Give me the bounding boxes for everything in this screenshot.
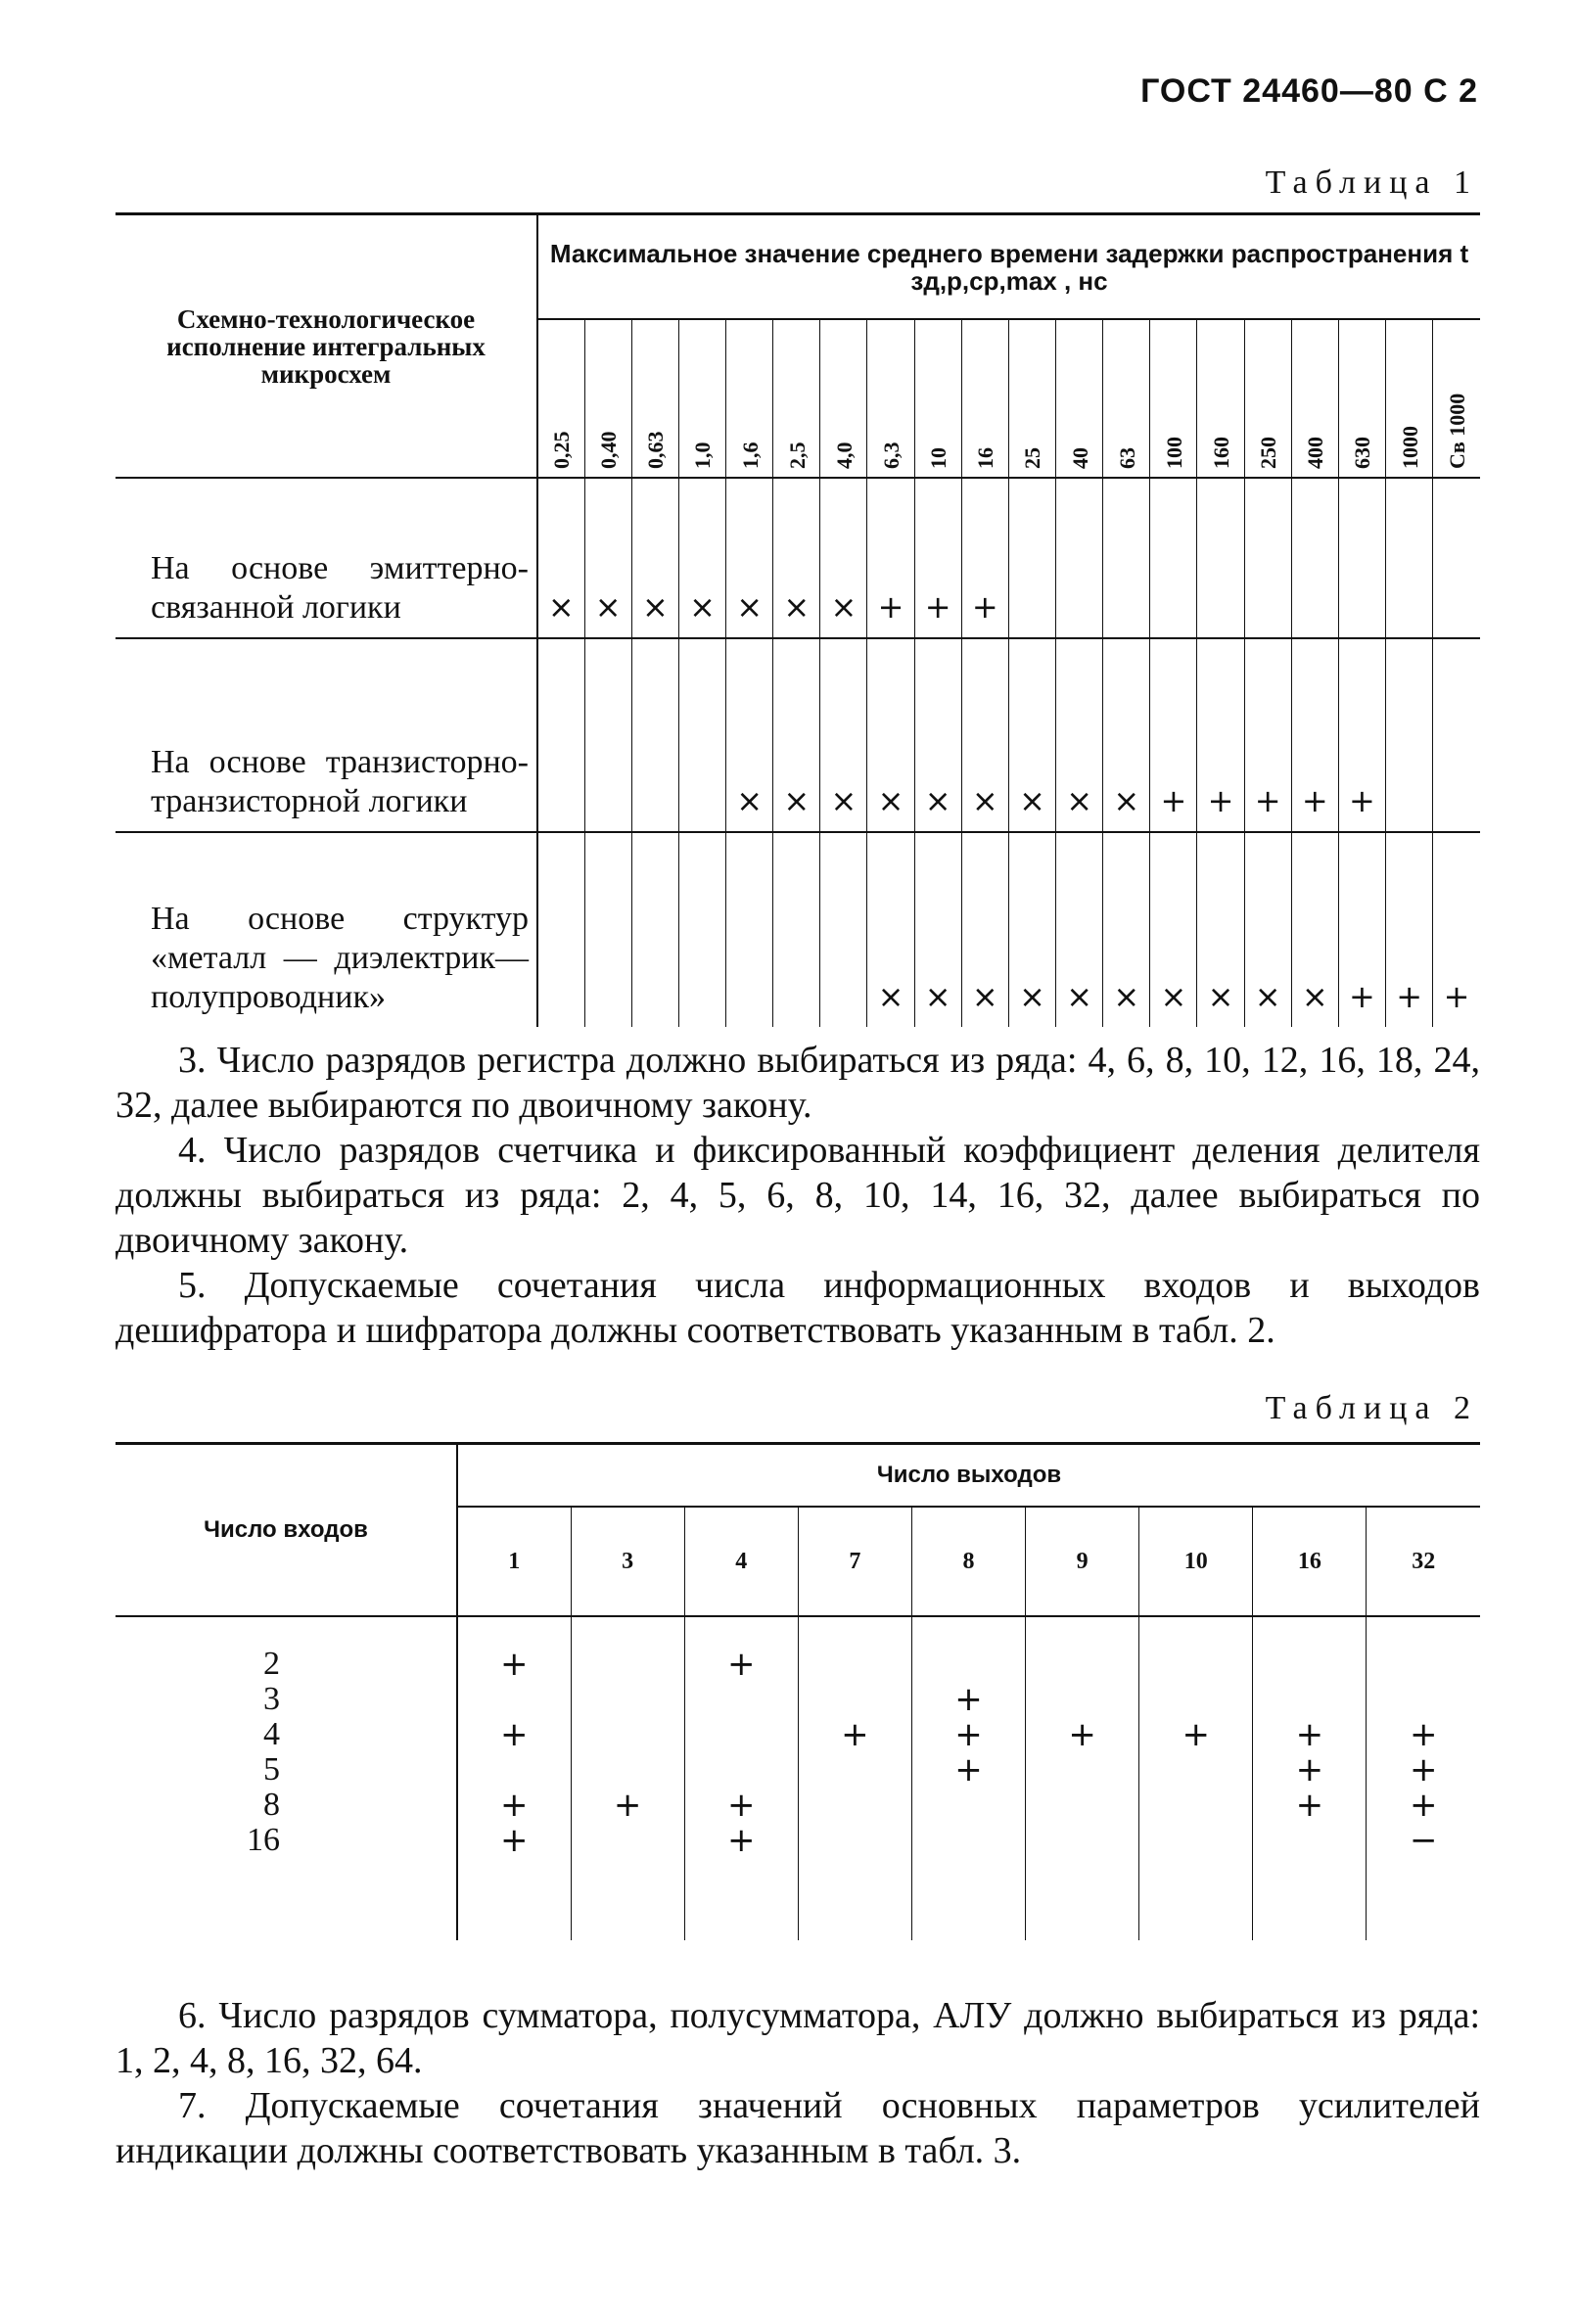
table2-cell: + [1295, 1750, 1324, 1789]
table2-output-column [911, 1616, 1025, 1940]
table1-row [116, 832, 1480, 1027]
table2-column-header: 16 [1253, 1507, 1367, 1616]
table2-cell [1367, 1647, 1480, 1682]
table2-cell [572, 1752, 684, 1788]
table1-cell: + [914, 478, 961, 638]
table2-cell: − [1409, 1821, 1438, 1860]
table2-input-value: 16 [247, 1822, 280, 1858]
table1-caption: Таблица 1 [1265, 164, 1478, 201]
table2-cell [1026, 1682, 1138, 1717]
table1-column-header: 0,63 [631, 319, 678, 478]
table1-cell [584, 638, 631, 832]
table2-output-column [798, 1616, 911, 1940]
table1-cell: + [1150, 638, 1197, 832]
table2-cell [572, 1717, 684, 1752]
table1-row-label: На основе эмиттерно-связанной логики [116, 478, 537, 638]
table1-cell [1291, 478, 1338, 638]
table1-cell [1433, 638, 1480, 832]
table2-cell [685, 1717, 798, 1752]
table2-cell: + [954, 1715, 983, 1754]
table1-cell [773, 832, 820, 1027]
paragraph-5: 5. Допускаемые сочетания числа информационных входов и выходов дешифратора и шифратора должны соответствовать указанным в табл. 2. [116, 1265, 1480, 1351]
table1-column-header: 63 [1103, 319, 1150, 478]
table2-column-header: 3 [571, 1507, 684, 1616]
table2-cell: + [727, 1786, 756, 1825]
table1-column-header: 400 [1291, 319, 1338, 478]
table1-row-label: На основе структур «металл — диэлектрик— полупроводник» [116, 832, 537, 1027]
table1-cell: + [1386, 832, 1433, 1027]
table1-column-header: 16 [961, 319, 1008, 478]
table1-cell [1103, 478, 1150, 638]
table1-cell: + [1197, 638, 1244, 832]
table1-cell [1008, 478, 1055, 638]
table1-cell: × [1103, 832, 1150, 1027]
table2-cell [1253, 1682, 1366, 1717]
table1-column-header: 1000 [1386, 319, 1433, 478]
table2-cell: + [500, 1715, 529, 1754]
table1-cell [584, 832, 631, 1027]
table2-cell [1367, 1682, 1480, 1717]
table2-input-value: 4 [263, 1716, 280, 1752]
table2-caption: Таблица 2 [1265, 1390, 1478, 1426]
table1-cell: × [867, 638, 914, 832]
table1-cell: + [867, 478, 914, 638]
table1-cell: × [631, 478, 678, 638]
table2-cell [1026, 1788, 1138, 1823]
table1-cell: × [726, 478, 773, 638]
table2-column-header: 7 [798, 1507, 911, 1616]
table2-cell [799, 1682, 911, 1717]
table2-column-header: 8 [911, 1507, 1025, 1616]
table2-cell [799, 1647, 911, 1682]
table2-cell: + [500, 1821, 529, 1860]
table1-column-header: Св 1000 [1433, 319, 1480, 478]
table1-column-header: 1,0 [678, 319, 725, 478]
table1-row-header: Схемно-технологическое исполнение интегральных микросхем [116, 214, 537, 479]
table1-cell: × [773, 478, 820, 638]
table1-cell: × [914, 638, 961, 832]
paragraph-3: 3. Число разрядов регистра должно выбираться из ряда: 4, 6, 8, 10, 12, 16, 18, 24, 32, далее выбираются по двоичному закону. [116, 1040, 1480, 1126]
table1 [116, 212, 1480, 1027]
table2-output-column [684, 1616, 798, 1940]
table2-cell [799, 1823, 911, 1858]
table2-cell: + [727, 1645, 756, 1684]
table1-cell: × [961, 832, 1008, 1027]
table2-output-column [457, 1616, 571, 1940]
table1-cell: × [773, 638, 820, 832]
table1-cell [678, 832, 725, 1027]
paragraph-4: 4. Число разрядов счетчика и фиксированный коэффициент деления делителя должны выбираться из ряда: 2, 4, 5, 6, 8, 10, 14, 16, 32, далее выбираться по двоичному закону. [116, 1130, 1480, 1261]
table2-cell [1253, 1647, 1366, 1682]
table2-cell [1026, 1752, 1138, 1788]
table1-column-header: 6,3 [867, 319, 914, 478]
table2-inputs-column [116, 1616, 457, 1940]
table1-column-header: 630 [1338, 319, 1385, 478]
table2-cell [912, 1788, 1025, 1823]
table1-column-header: 100 [1150, 319, 1197, 478]
table2-output-column [571, 1616, 684, 1940]
table2-cell [799, 1752, 911, 1788]
table2-column-header: 32 [1367, 1507, 1480, 1616]
table2-input-value: 3 [263, 1681, 280, 1717]
table1-cell: + [1338, 638, 1385, 832]
table2-cell: + [1295, 1786, 1324, 1825]
table1-group-header: Максимальное значение среднего времени задержки распространения t зд,р,ср,max , нс [537, 214, 1480, 320]
table1-cell [820, 832, 867, 1027]
table1-column-header: 40 [1056, 319, 1103, 478]
table2-cell [458, 1682, 571, 1717]
table1-cell: + [961, 478, 1008, 638]
table1-cell: × [1008, 832, 1055, 1027]
table2-cell [685, 1752, 798, 1788]
table1-cell [631, 832, 678, 1027]
table2-cell [458, 1752, 571, 1788]
table2-input-value: 2 [263, 1646, 280, 1682]
table1-cell [1056, 478, 1103, 638]
table2-input-value: 5 [263, 1751, 280, 1788]
table2-cell [1139, 1647, 1252, 1682]
table2-cell [912, 1647, 1025, 1682]
table2-cell [1139, 1788, 1252, 1823]
table1-column-header: 4,0 [820, 319, 867, 478]
table1-cell: + [1443, 978, 1470, 1015]
table1-row-label: На основе транзисторно-транзисторной логики [116, 638, 537, 832]
table2-cell [1139, 1682, 1252, 1717]
table2-column-header: 1 [457, 1507, 571, 1616]
table2-cell: + [954, 1750, 983, 1789]
paragraph-6: 6. Число разрядов сумматора, полусумматора, АЛУ должно выбираться из ряда: 1, 2, 4, 8, 16, 32, 64. [116, 1995, 1480, 2081]
table1-column-header: 25 [1008, 319, 1055, 478]
table1-cell: × [1056, 832, 1103, 1027]
table2-cell [799, 1788, 911, 1823]
table2-cell: + [500, 1645, 529, 1684]
table1-cell: × [1056, 638, 1103, 832]
table1-column-header: 250 [1244, 319, 1291, 478]
page-header: ГОСТ 24460—80 С 2 [1140, 72, 1478, 110]
table2-cell [1139, 1752, 1252, 1788]
table2-cell: + [954, 1680, 983, 1719]
table2-cell: + [1409, 1750, 1438, 1789]
table2-cell: + [1182, 1715, 1210, 1754]
table1-cell: × [867, 832, 914, 1027]
table1-cell: + [1291, 638, 1338, 832]
table1-cell: × [726, 638, 773, 832]
table1-cell: + [1244, 638, 1291, 832]
table2-cell [1026, 1647, 1138, 1682]
table1-cell: × [1008, 638, 1055, 832]
table1-cell [537, 832, 584, 1027]
table2-row-header: Число входов [116, 1444, 457, 1617]
table1-cell: + [1338, 832, 1385, 1027]
table1-column-header: 2,5 [773, 319, 820, 478]
table2-cell: + [841, 1715, 869, 1754]
table1-column-header: 0,25 [537, 319, 584, 478]
table1-cell [726, 832, 773, 1027]
table1-cell: × [1103, 638, 1150, 832]
table2-column-header: 4 [684, 1507, 798, 1616]
table1-cell: × [537, 478, 584, 638]
table2-cell [572, 1647, 684, 1682]
table1-cell [678, 638, 725, 832]
table2-cell [912, 1823, 1025, 1858]
table1-cell [1150, 478, 1197, 638]
table1-column-header: 10 [914, 319, 961, 478]
table1-row [116, 478, 1480, 638]
table2-cell: + [1295, 1715, 1324, 1754]
table2-cell: + [1068, 1715, 1096, 1754]
table1-cell [631, 638, 678, 832]
table1-cell [1244, 478, 1291, 638]
table1-cell: × [1291, 832, 1338, 1027]
table1-cell [1433, 478, 1480, 638]
table2-cell [572, 1682, 684, 1717]
table2-cell [1139, 1823, 1252, 1858]
table2-cell [1253, 1823, 1366, 1858]
table2-input-value: 8 [263, 1787, 280, 1823]
table1-cell: × [1150, 832, 1197, 1027]
table1-cell [1338, 478, 1385, 638]
table2-cell [572, 1823, 684, 1858]
table1-cell: × [820, 478, 867, 638]
table1-cell [1197, 478, 1244, 638]
table2-output-column [1367, 1616, 1480, 1940]
table2-column-header: 10 [1139, 1507, 1253, 1616]
table1-column-header: 1,6 [726, 319, 773, 478]
table2-output-column [1026, 1616, 1139, 1940]
table1-cell: × [820, 638, 867, 832]
table2-cell: + [727, 1821, 756, 1860]
table2-cell: + [500, 1786, 529, 1825]
table1-cell: × [1197, 832, 1244, 1027]
table2 [116, 1442, 1480, 1940]
table2-group-header: Число выходов [457, 1444, 1480, 1508]
table2-cell: + [1409, 1786, 1438, 1825]
table1-cell: × [914, 832, 961, 1027]
table1-column-header: 160 [1197, 319, 1244, 478]
table2-column-header: 9 [1026, 1507, 1139, 1616]
table1-cell: × [961, 638, 1008, 832]
table1-cell [537, 638, 584, 832]
table2-output-column [1253, 1616, 1367, 1940]
table1-column-header: 0,40 [584, 319, 631, 478]
table2-cell: + [1409, 1715, 1438, 1754]
table1-cell: × [678, 478, 725, 638]
table1-row [116, 638, 1480, 832]
table1-cell: × [1244, 832, 1291, 1027]
table2-output-column [1139, 1616, 1253, 1940]
table1-cell [1386, 478, 1433, 638]
table1-cell: × [584, 478, 631, 638]
table2-cell [685, 1682, 798, 1717]
table2-cell [1026, 1823, 1138, 1858]
table1-cell [1386, 638, 1433, 832]
paragraph-7: 7. Допускаемые сочетания значений основных параметров усилителей индикации должны соответствовать указанным в табл. 3. [116, 2085, 1480, 2171]
table2-cell: + [613, 1786, 642, 1825]
